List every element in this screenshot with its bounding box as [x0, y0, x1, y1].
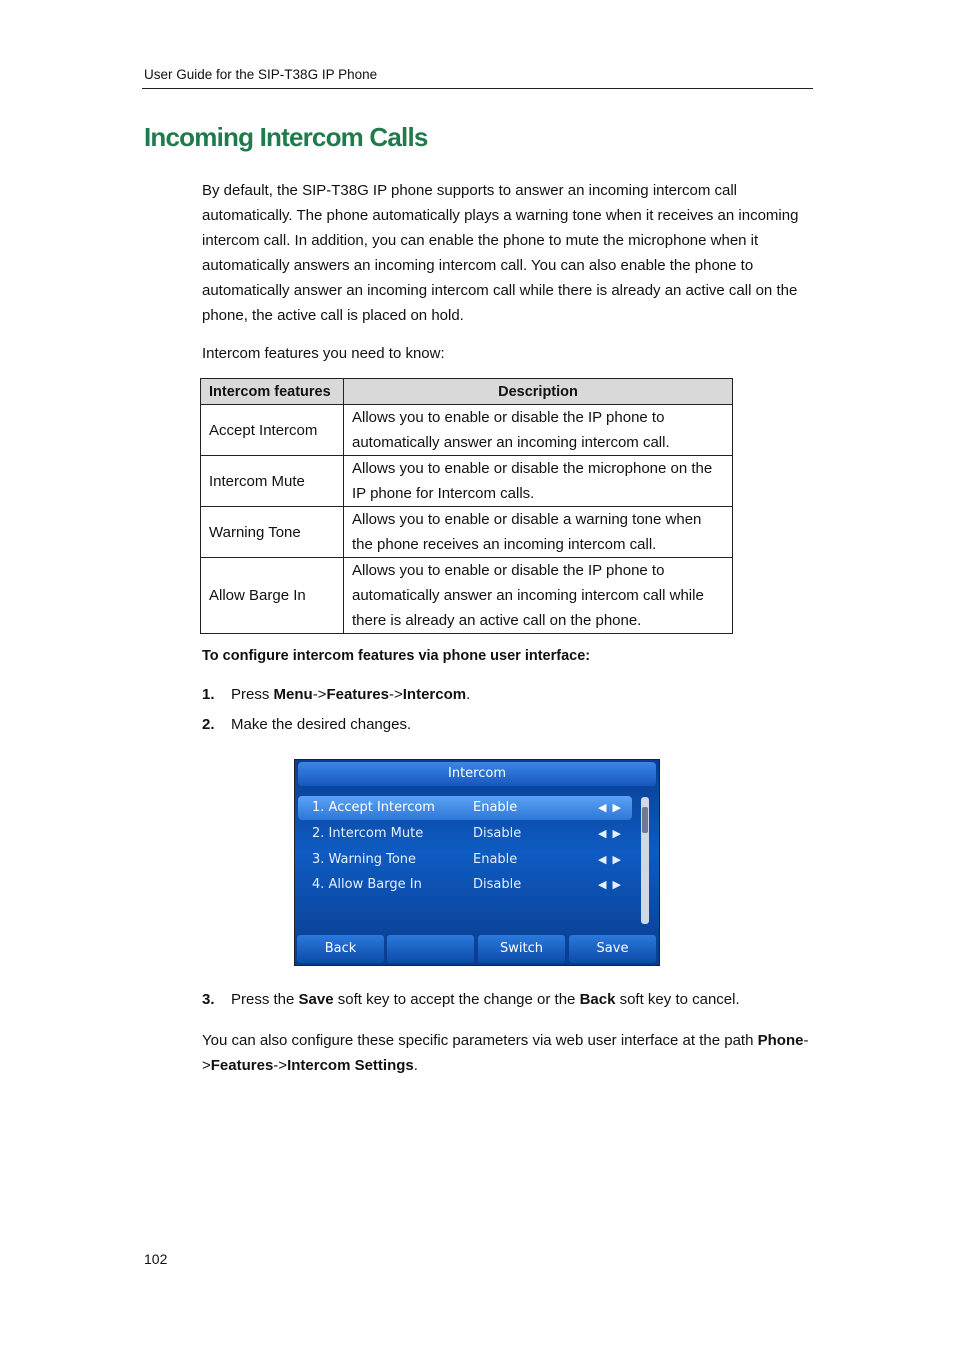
step-text: Press the Save soft key to accept the change or the Back soft key to cancel.	[231, 991, 740, 1008]
phone-menu-item-value: Disable	[473, 877, 522, 892]
phone-menu-item-label: 3. Warning Tone	[312, 852, 417, 867]
phone-menu-item[interactable]	[298, 796, 632, 820]
running-header: User Guide for the SIP-T38G IP Phone	[144, 67, 378, 82]
lead-paragraph: Intercom features you need to know:	[202, 345, 445, 362]
left-right-arrows-icon[interactable]: ◀▶	[598, 827, 627, 840]
intercom-features-table	[200, 378, 733, 634]
page-number: 102	[144, 1251, 168, 1267]
table-cell-description: Allows you to enable or disable the microphone on the IP phone for Intercom calls.	[344, 456, 733, 507]
table-row	[201, 558, 733, 634]
phone-menu-item-label: 4. Allow Barge In	[312, 877, 422, 892]
key-back: Back	[579, 991, 616, 1008]
phone-scrollbar[interactable]	[641, 797, 649, 924]
table-cell-description: Allows you to enable or disable the IP phone to automatically answer an incoming intercom call.	[344, 405, 733, 456]
phone-menu-item[interactable]	[298, 848, 632, 872]
left-right-arrows-icon[interactable]: ◀▶	[598, 878, 627, 891]
key-features: Features	[326, 686, 389, 703]
table-cell-feature: Intercom Mute	[201, 456, 344, 507]
table-cell-feature: Warning Tone	[201, 507, 344, 558]
phone-menu-item-label: 1. Accept Intercom	[312, 800, 435, 815]
section-title: Incoming Intercom Calls	[144, 122, 428, 152]
table-header-row	[201, 379, 733, 405]
table-cell-description: Allows you to enable or disable a warning tone when the phone receives an incoming intercom call.	[344, 507, 733, 558]
header-rule	[142, 88, 813, 89]
procedure-heading: To configure intercom features via phone user interface:	[202, 648, 591, 664]
phone-scrollbar-thumb[interactable]	[642, 807, 648, 833]
step-number: 3.	[202, 991, 215, 1008]
table-row	[201, 405, 733, 456]
softkey-back[interactable]: Back	[297, 935, 384, 963]
key-save: Save	[298, 991, 334, 1008]
phone-screen-title: Intercom	[298, 762, 656, 786]
table-cell-feature: Allow Barge In	[201, 558, 344, 634]
table-row	[201, 507, 733, 558]
table-cell-feature: Accept Intercom	[201, 405, 344, 456]
phone-menu-item-label: 2. Intercom Mute	[312, 826, 424, 841]
path-intercom-settings: Intercom Settings	[287, 1057, 414, 1074]
softkey-empty[interactable]	[387, 935, 474, 963]
left-right-arrows-icon[interactable]: ◀▶	[598, 801, 627, 814]
table-header-features: Intercom features	[201, 379, 344, 405]
table-cell-description: Allows you to enable or disable the IP phone to automatically answer an incoming intercom call while there is already an active call on the phone.	[344, 558, 733, 634]
phone-menu-item-value: Enable	[473, 800, 518, 815]
softkey-switch[interactable]: Switch	[478, 935, 565, 963]
phone-menu-item[interactable]	[298, 873, 632, 897]
table-row	[201, 456, 733, 507]
step-text: Press Menu->Features->Intercom.	[231, 686, 471, 703]
step-number: 2.	[202, 716, 215, 733]
intro-paragraph: By default, the SIP-T38G IP phone supports to answer an incoming intercom call automatically. The phone automatically plays a warning tone when it receives an incoming intercom call. In addition, you can enable the phone to mute the microphone when it automatically answers an incoming intercom call. You can also enable the phone to automatically answer an incoming intercom call while there is already an active call on the phone, the active call is placed on hold.	[202, 182, 799, 324]
step-text: Make the desired changes.	[231, 716, 412, 733]
key-menu: Menu	[273, 686, 313, 703]
key-intercom: Intercom	[402, 686, 467, 703]
path-features: Features	[210, 1057, 274, 1074]
step-number: 1.	[202, 686, 215, 703]
phone-menu-item-value: Disable	[473, 826, 522, 841]
softkey-save[interactable]: Save	[569, 935, 656, 963]
phone-menu-item[interactable]	[298, 822, 632, 846]
phone-screen	[294, 759, 660, 966]
left-right-arrows-icon[interactable]: ◀▶	[598, 853, 627, 866]
path-phone: Phone	[757, 1032, 804, 1049]
web-ui-note: You can also configure these specific parameters via web user interface at the path Phone->Features->Intercom Settings.	[202, 1032, 809, 1074]
phone-menu-item-value: Enable	[473, 852, 518, 867]
table-header-description: Description	[344, 379, 733, 405]
